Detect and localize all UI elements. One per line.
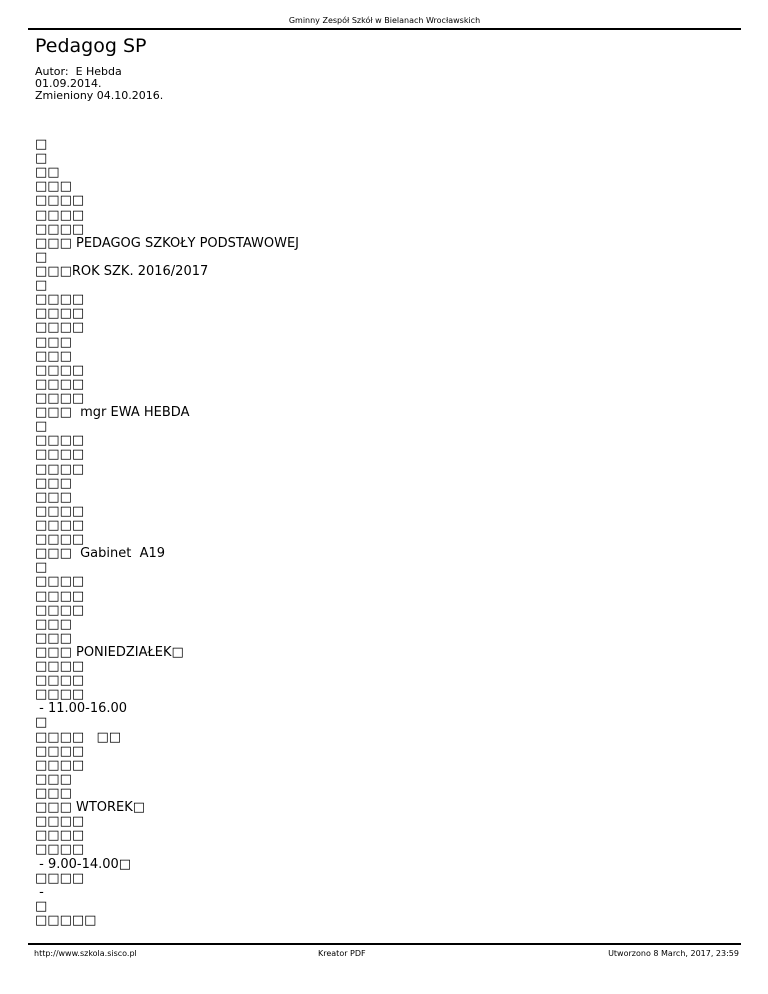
content-line: □□□ROK SZK. 2016/2017 [35,263,209,279]
content-line: □□□ [35,334,72,350]
document-body [35,138,299,928]
content-line: □□□□ [35,842,85,858]
content-line: - 9.00-14.00□ [35,856,132,872]
content-line: □□□ [35,786,72,802]
content-line: □ [35,560,48,576]
content-line: □□□□ [35,376,85,392]
date-line: 01.09.2014. [35,77,102,90]
content-line: □□□□ [35,743,85,759]
footer-generator: Kreator PDF [318,949,366,958]
document-title: Pedagog SP [35,35,147,57]
content-line: □□□□ [35,503,85,519]
content-line: □□□□ [35,574,85,590]
content-line: □□□□ [35,814,85,830]
content-line: □□□ [35,179,72,195]
content-line: - [35,884,44,900]
content-line: □□□□ [35,602,85,618]
content-line: □□□□ [35,362,85,378]
content-line: □□□ WTOREK□ [35,800,146,816]
content-line: □□□ PONIEDZIAŁEK□ [35,644,184,660]
footer-url: http://www.szkola.sisco.pl [34,949,137,958]
content-line: □□ [35,165,60,181]
content-line: □ [35,249,48,265]
content-line: □□□ [35,348,72,364]
content-line: □ [35,715,48,731]
author-line: Autor: E Hebda [35,65,122,78]
content-line: □ [35,278,48,294]
school-name: Gminny Zespół Szkół w Bielanach Wrocławskich [288,16,481,25]
content-line: □□□□ [35,517,85,533]
content-line: □ [35,419,48,435]
content-line: □□□ PEDAGOG SZKOŁY PODSTAWOWEJ [35,235,300,251]
document-meta [35,66,163,102]
content-line: □□□□ [35,320,85,336]
page-header [28,14,741,30]
content-line: □□□□ [35,306,85,322]
content-line: □□□□ [35,447,85,463]
content-line: □□□□ [35,673,85,689]
content-line: □□□□ [35,193,85,209]
content-line: □□□□ □□ [35,729,122,745]
content-line: □□□□ [35,757,85,773]
content-line: □□□ [35,630,72,646]
content-line: □□□□ [35,461,85,477]
content-line: □□□□ [35,221,85,237]
content-line: □□□□ [35,828,85,844]
content-line: □□□□ [35,532,85,548]
content-line: □□□□ [35,292,85,308]
content-line: □□□□ [35,687,85,703]
content-line: □ [35,898,48,914]
content-line: □ [35,137,48,152]
footer-created: Utworzono 8 March, 2017, 23:59 [608,949,739,958]
content-line: □□□□ [35,433,85,449]
content-line: □□□□ [35,659,85,675]
content-line: □□□ Gabinet A19 [35,546,166,562]
content-line: □□□ [35,475,72,491]
page-footer [28,943,741,961]
content-line: □□□□ [35,588,85,604]
content-line: □□□ [35,489,72,505]
content-line: □□□□ [35,207,85,223]
content-line: □□□□ [35,870,85,886]
modified-line: Zmieniony 04.10.2016. [35,89,164,102]
content-line: □□□□ [35,390,85,406]
content-line: □□□ [35,616,72,632]
content-line: □□□ [35,771,72,787]
content-line: □ [35,151,48,167]
content-line: □□□ mgr EWA HEBDA [35,405,190,421]
content-line: □□□□□ [35,913,97,929]
content-line: - 11.00-16.00 [35,701,128,717]
